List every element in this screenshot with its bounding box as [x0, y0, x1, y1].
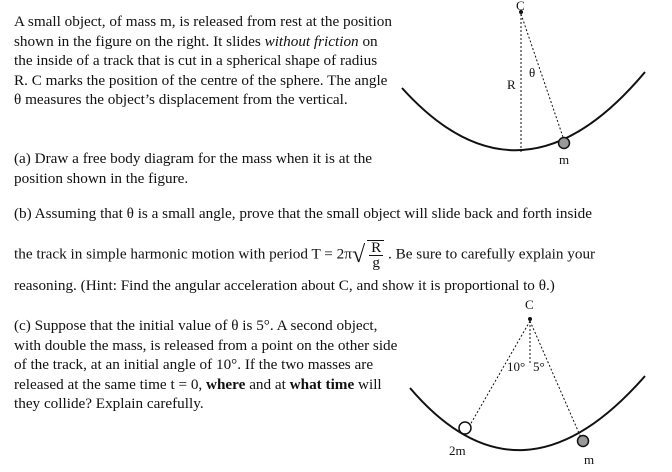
- mass-m-label-2: m: [584, 452, 595, 467]
- track-arc-2: [410, 376, 645, 450]
- theta-label: θ: [529, 65, 536, 80]
- center-label-1: C: [516, 0, 525, 13]
- figure-1: [402, 0, 645, 167]
- period-fraction: $\frac{R}{g}$: [371, 239, 382, 271]
- mass-label-1: m: [559, 152, 570, 167]
- without-friction-text: without friction: [264, 32, 359, 50]
- mass-2m: [459, 422, 471, 434]
- mass-m-1: [559, 138, 570, 149]
- intro-paragraph: A small object, of mass m, is released from rest at the position shown in the figure on the right. It slides without friction on the inside of a track that is cut in a spherical shape of radius R. C marks the position of the centre of the sphere. The angle θ measures the object’s displacement from the vertical.: [14, 13, 392, 108]
- center-point-2: [528, 317, 532, 321]
- question-a: (a) Draw a free body diagram for the mass when it is at the position shown in the figure.: [14, 150, 373, 187]
- question-b-line3: reasoning. (Hint: Find the angular acceleration about C, and show it is proportional to θ.): [14, 277, 555, 294]
- center-label-2: C: [525, 297, 534, 312]
- question-b-line2: the track in simple harmonic motion with period T = 2π√ $\frac{R}{g}$ . Be sure to carefully explain your: [14, 239, 596, 271]
- mass-2m-label: 2m: [449, 443, 466, 458]
- figure-2: [410, 297, 645, 467]
- angle-right-label: 5°: [533, 359, 545, 374]
- angled-radius-1: [521, 14, 564, 140]
- sqrt-sign: √: [351, 242, 366, 268]
- angle-left-label: 10°: [507, 359, 526, 374]
- question-c: (c) Suppose that the initial value of θ is 5°. A second object, with double the mass, is released from a point on the other side of the track, at an initial angle of 10°. If the two masses are released at the same time t = 0, where and at what time will they collide? Explain carefully.: [14, 317, 398, 412]
- track-arc-1: [402, 72, 645, 150]
- mass-m-2: [578, 436, 589, 447]
- question-b-line1: (b) Assuming that θ is a small angle, prove that the small object will slide back and forth inside: [14, 205, 592, 222]
- radius-label: R: [507, 77, 516, 92]
- right-radius-2: [530, 321, 582, 440]
